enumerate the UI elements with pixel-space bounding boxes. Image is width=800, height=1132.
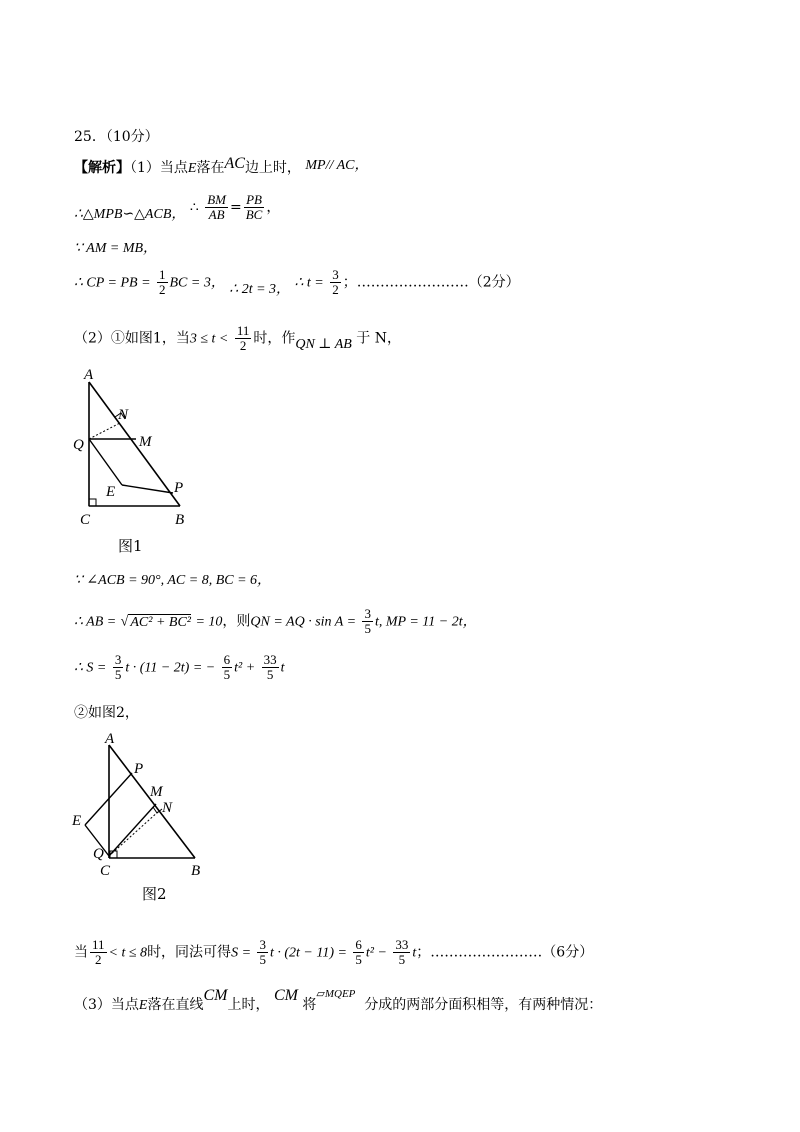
ratio-left-num: BM — [207, 192, 226, 207]
fig1-label-a: A — [84, 367, 94, 383]
analysis-label: 【解析】 — [74, 160, 130, 176]
ab-prefix: ∴ AB = — [74, 614, 117, 630]
s-num-1: 3 — [114, 652, 122, 667]
s-frac-1 — [113, 653, 124, 682]
s2-frac-2 — [353, 938, 364, 967]
ab-sqrt: AC² + BC² — [130, 614, 191, 630]
t-fraction — [330, 268, 341, 297]
case2-result-line — [74, 938, 593, 967]
r2-den: 2 — [95, 952, 102, 967]
case2-text: ②如图2， — [74, 705, 139, 721]
point-e: E — [187, 161, 197, 176]
fig1-segment-qe — [89, 439, 122, 485]
figure-1-caption: 图1 — [118, 537, 143, 555]
t-den: 2 — [332, 282, 339, 297]
part1-line2: ∴△MPB∽△ACB， ∴ $\frac{BM}{AB}$ = $\frac{PB}{BC}$ ， — [74, 192, 281, 222]
s-den-3: 5 — [266, 667, 274, 682]
fig1-label-p: P — [174, 480, 184, 496]
similar-statement: ∴△MPB∽△ACB， — [74, 206, 186, 222]
s2-mid-2: t² − — [365, 945, 387, 961]
r2-num: 11 — [92, 937, 105, 952]
then-text: ，则 — [222, 613, 251, 630]
s-mid-2: t² + — [234, 660, 256, 676]
qn-perp-ab: QN ⊥ AB — [295, 336, 352, 352]
qn-num: 3 — [364, 606, 371, 621]
ratio-pb-bc — [244, 193, 265, 222]
s2-num-3: 33 — [395, 937, 409, 952]
fig1-label-n: N — [118, 407, 129, 423]
s-tail: t — [280, 660, 285, 676]
fig2-label-a: A — [105, 731, 115, 747]
given-line — [74, 570, 271, 591]
fig1-label-c: C — [80, 512, 91, 528]
at-n-text: 于 N， — [356, 330, 401, 347]
r2-tail: < t ≤ 8 — [108, 945, 148, 961]
qn-equation: QN = AQ · sin A = — [250, 614, 357, 630]
half-num: 1 — [159, 267, 166, 282]
t-equals: ∴ t = — [294, 275, 324, 291]
figure-1 — [70, 360, 210, 532]
ab-line: ∴ AB = √ AC² + BC² = 10，则QN = AQ · sin A = $\frac{3}{5}$ t, MP = 11 − 2t， — [74, 606, 477, 636]
s2-num-1: 3 — [259, 937, 266, 952]
s-num-3: 33 — [263, 652, 277, 667]
s-mid: t · (11 − 2t) = − — [125, 660, 216, 676]
part3-intro: （3）当点 — [74, 997, 139, 1013]
s-frac-3 — [262, 653, 279, 682]
parallel-statement: MP// AC， — [305, 158, 369, 173]
part2-line1 — [74, 324, 401, 353]
half-fraction — [157, 268, 168, 297]
range-fraction — [235, 324, 252, 353]
s2-tail: t — [412, 945, 417, 961]
part3-point-e: E — [138, 998, 148, 1013]
s-den-2: 5 — [223, 667, 231, 682]
fig2-segment-qm — [109, 804, 156, 856]
fig2-label-c: C — [100, 863, 111, 879]
s2-den-2: 5 — [355, 952, 362, 967]
parallelogram-label: ▱MQEP — [316, 988, 356, 1000]
qn-fraction — [362, 607, 373, 636]
s2-frac-3 — [393, 938, 410, 967]
part1-line4 — [74, 268, 520, 297]
s-frac-2 — [222, 653, 233, 682]
s-num-2: 6 — [223, 652, 231, 667]
range-den: 2 — [239, 338, 247, 353]
fig2-dashed-qn — [109, 811, 159, 856]
s-prefix: ∴ S = — [74, 660, 107, 676]
qn-tail: t, MP = 11 − 2t， — [374, 614, 477, 630]
cm-2: CM — [273, 987, 298, 1004]
fig1-label-e: E — [106, 484, 116, 500]
fall-on-text: 落在 — [196, 160, 225, 176]
part3-line — [74, 987, 603, 1016]
fig2-label-n: N — [162, 800, 173, 816]
s2-prefix: S = — [231, 945, 252, 961]
score-dots-1: ；……………………（2分） — [342, 274, 520, 291]
range-num: 11 — [236, 323, 250, 338]
figure-2 — [70, 727, 220, 879]
cp-pb-statement: ∴ CP = PB = — [74, 275, 151, 291]
s2-den-1: 5 — [259, 952, 266, 967]
qn-den: 5 — [364, 621, 371, 636]
fig1-label-m: M — [139, 434, 152, 450]
fig1-label-b: B — [175, 512, 185, 528]
part2-intro: （2）①如图1，当 — [74, 330, 190, 347]
am-mb-statement: ∵ AM = MB， — [74, 241, 158, 256]
fig1-right-angle-c — [89, 499, 96, 506]
s-den-1: 5 — [114, 667, 122, 682]
s2-frac-1 — [257, 938, 268, 967]
s2-mid: t · (2t − 11) = — [269, 945, 347, 961]
ratio-bm-ab — [205, 193, 228, 222]
s-line — [74, 653, 285, 682]
ratio-right-num: PB — [244, 193, 265, 208]
part1-line1 — [74, 155, 369, 179]
same-method-text: 时，同法可得 — [147, 944, 232, 961]
half-den: 2 — [159, 282, 166, 297]
ratio-right-den: BC — [245, 207, 263, 222]
s2-num-2: 6 — [355, 937, 362, 952]
two-t-statement: ∴ 2t = 3， — [229, 281, 291, 297]
fig2-label-p: P — [134, 761, 144, 777]
part3-tail: 分成的两部分面积相等，有两种情况： — [364, 997, 603, 1013]
ratio-left-den: AB — [208, 207, 225, 222]
line-text: 落在直线 — [147, 997, 204, 1013]
segment-ac: AC — [224, 155, 245, 172]
r2-fraction — [90, 938, 107, 967]
on-text: 上时， — [227, 997, 270, 1013]
t-num: 3 — [332, 267, 339, 282]
question-number: 25．（10分） — [74, 129, 159, 145]
when2-text: 当 — [74, 944, 88, 961]
divides-text: 将 — [302, 997, 317, 1013]
figure-2-caption: 图2 — [142, 885, 167, 903]
given-statement: ∵ ∠ACB = 90°, AC = 8, BC = 6， — [74, 573, 272, 588]
score-dots-2: ；……………………（6分） — [416, 944, 594, 961]
fig2-label-q: Q — [93, 846, 104, 862]
fig2-label-b: B — [191, 863, 201, 879]
fig2-label-m: M — [150, 784, 163, 800]
when-make-text: 时，作 — [253, 330, 296, 347]
s2-den-3: 5 — [398, 952, 406, 967]
case2-line — [74, 703, 139, 723]
bc-equals-3: BC = 3， — [169, 275, 225, 291]
ratio-suffix: ， — [266, 199, 281, 216]
part1-line3 — [74, 238, 157, 259]
edge-when-text: 边上时， — [244, 160, 301, 176]
fig1-label-q: Q — [73, 437, 84, 453]
part1-intro: （1）当点 — [130, 160, 188, 176]
fig2-label-e: E — [72, 813, 82, 829]
range-left: 3 ≤ t < — [189, 331, 229, 347]
cm-1: CM — [203, 987, 228, 1004]
ab-value: = 10 — [195, 614, 223, 630]
fig1-dashed-qn — [89, 423, 120, 439]
therefore-symbol: ∴ — [189, 199, 199, 216]
